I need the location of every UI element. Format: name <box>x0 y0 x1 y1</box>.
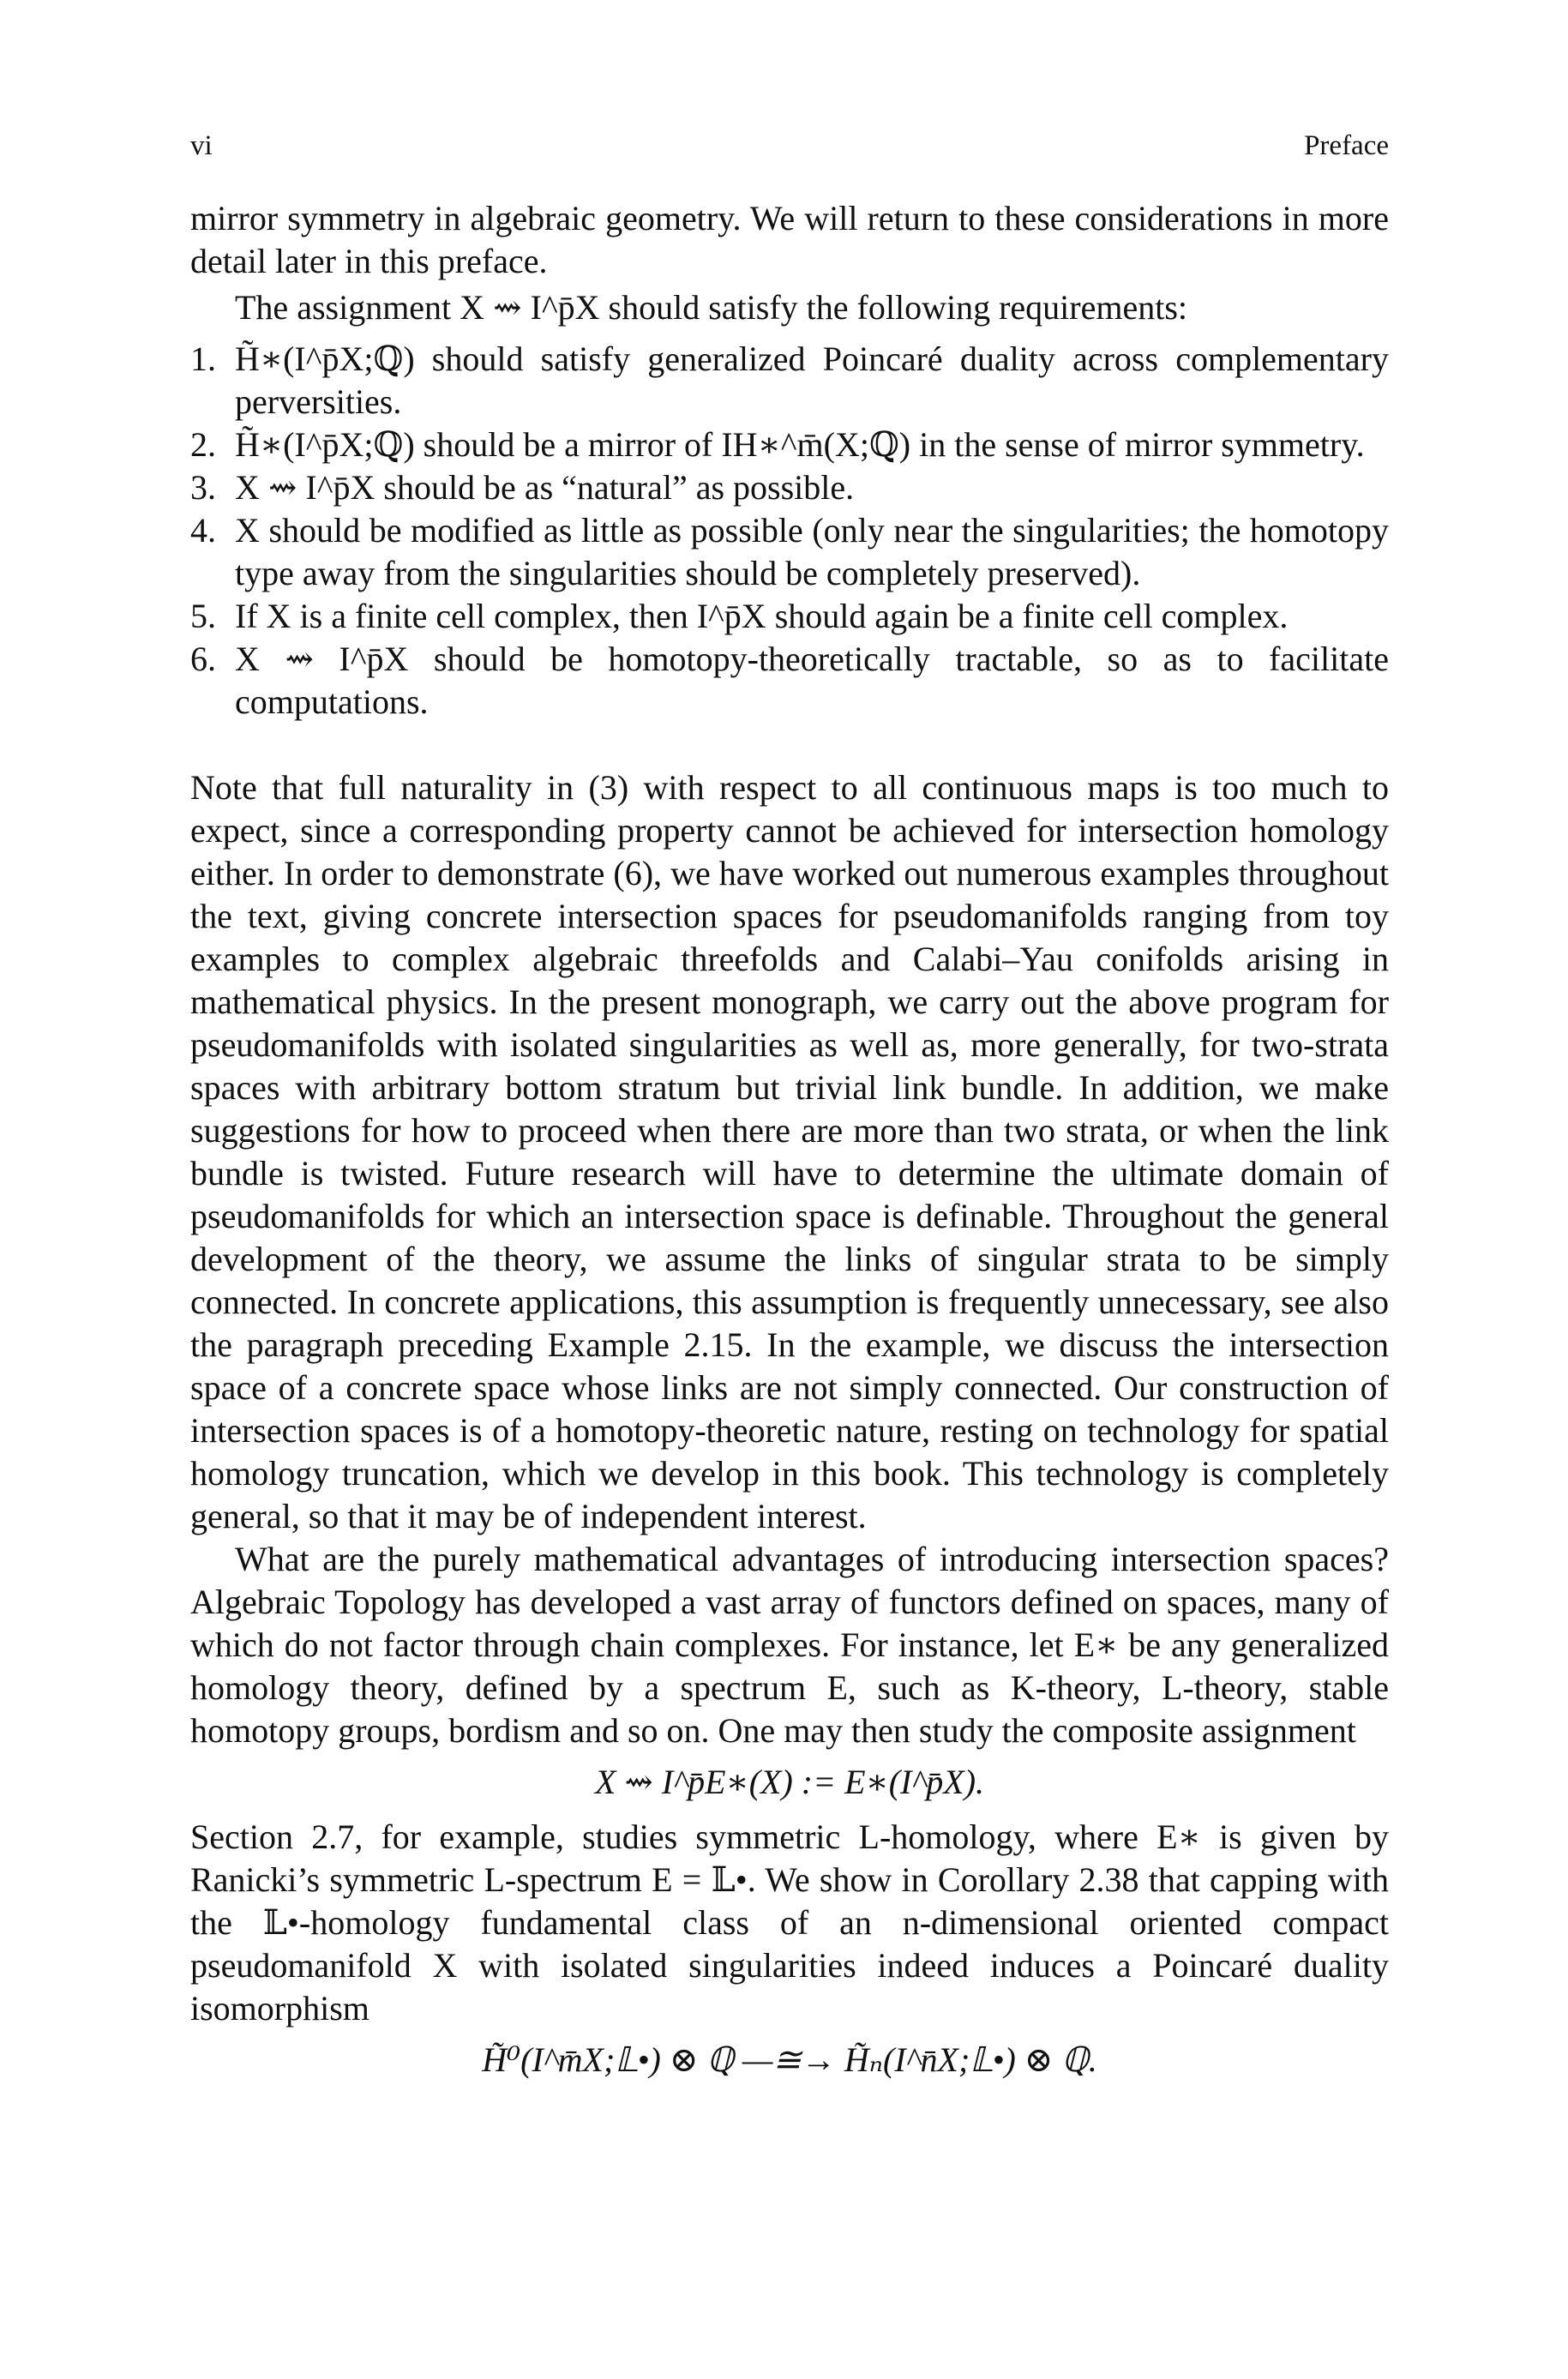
list-text: H̃∗(I^p̄X;ℚ) should satisfy generalized Poincaré duality across complementary perversities. <box>235 339 1389 421</box>
paragraph-gap <box>190 724 1389 766</box>
list-item <box>190 638 1389 724</box>
list-text: X ⇝ I^p̄X should be homotopy-theoretically tractable, so as to facilitate computations. <box>235 640 1389 721</box>
list-item <box>190 424 1389 466</box>
list-item <box>190 509 1389 595</box>
list-item <box>190 338 1389 424</box>
list-item <box>190 466 1389 509</box>
list-text: X should be modified as little as possible (only near the singularities; the homotopy type away from the singularities should be completely preserved). <box>235 511 1389 592</box>
list-number: 6. <box>190 640 216 678</box>
page <box>190 129 1389 2094</box>
list-number: 2. <box>190 425 216 464</box>
list-number: 4. <box>190 511 216 550</box>
duality-equation: H̃⁰(I^m̄X;𝕃•) ⊗ ℚ —≅→ H̃ₙ(I^n̄X;𝕃•) ⊗ ℚ. <box>482 2040 1097 2079</box>
naturality-paragraph: Note that full naturality in (3) with respect to all continuous maps is too much to expect, since a corresponding property cannot be achieved for intersection homology either. In order to demonstrate (6), we have worked out numerous examples throughout the text, giving concrete intersection spaces for pseudomanifolds ranging from toy examples to complex algebraic threefolds and Calabi–Yau conifolds arising in mathematical physics. In the present monograph, we carry out the above program for pseudomanifolds with isolated singularities as well as, more generally, for two-strata spaces with arbitrary bottom stratum but trivial link bundle. In addition, we make suggestions for how to proceed when there are more than two strata, or when the link bundle is twisted. Future research will have to determine the ultimate domain of pseudomanifolds for which an intersection space is definable. Throughout the general development of the theory, we assume the links of singular strata to be simply connected. In concrete applications, this assumption is frequently unnecessary, see also the paragraph preceding Example 2.15. In the example, we discuss the intersection space of a concrete space whose links are not simply connected. Our construction of intersection spaces is of a homotopy-theoretic nature, resting on technology for spatial homology truncation, which we develop in this book. This technology is completely general, so that it may be of independent interest. <box>190 768 1389 1535</box>
list-text: X ⇝ I^p̄X should be as “natural” as possible. <box>235 468 855 507</box>
requirements-list <box>190 338 1389 724</box>
intro-paragraph: mirror symmetry in algebraic geometry. We will return to these considerations in more detail later in this preface. <box>190 199 1389 280</box>
advantages-paragraph: What are the purely mathematical advantages of introducing intersection spaces? Algebraic Topology has developed a vast array of functors defined on spaces, many of which do not factor through chain complexes. For instance, let E∗ be any generalized homology theory, defined by a spectrum E, such as K-theory, L-theory, stable homotopy groups, bordism and so on. One may then study the composite assignment <box>190 1540 1389 1750</box>
list-text: H̃∗(I^p̄X;ℚ) should be a mirror of IH∗^m̄(X;ℚ) in the sense of mirror symmetry. <box>235 425 1365 464</box>
section-paragraph: Section 2.7, for example, studies symmetric L-homology, where E∗ is given by Ranicki’s symmetric L-spectrum E = 𝕃•. We show in Corollary 2.38 that capping with the 𝕃•-homology fundamental class of an n-dimensional oriented compact pseudomanifold X with isolated singularities indeed induces a Poincaré duality isomorphism <box>190 1817 1389 2028</box>
list-number: 3. <box>190 468 216 507</box>
running-title: Preface <box>1304 130 1389 161</box>
list-text: If X is a finite cell complex, then I^p̄X should again be a finite cell complex. <box>235 597 1289 635</box>
list-number: 1. <box>190 339 216 378</box>
composite-equation: X ⇝ I^p̄E∗(X) := E∗(I^p̄X). <box>594 1763 985 1801</box>
list-number: 5. <box>190 597 216 635</box>
running-header <box>190 129 1389 163</box>
list-item <box>190 595 1389 638</box>
page-number: vi <box>190 130 213 161</box>
requirements-lead: The assignment X ⇝ I^p̄X should satisfy the following requirements: <box>235 288 1187 327</box>
